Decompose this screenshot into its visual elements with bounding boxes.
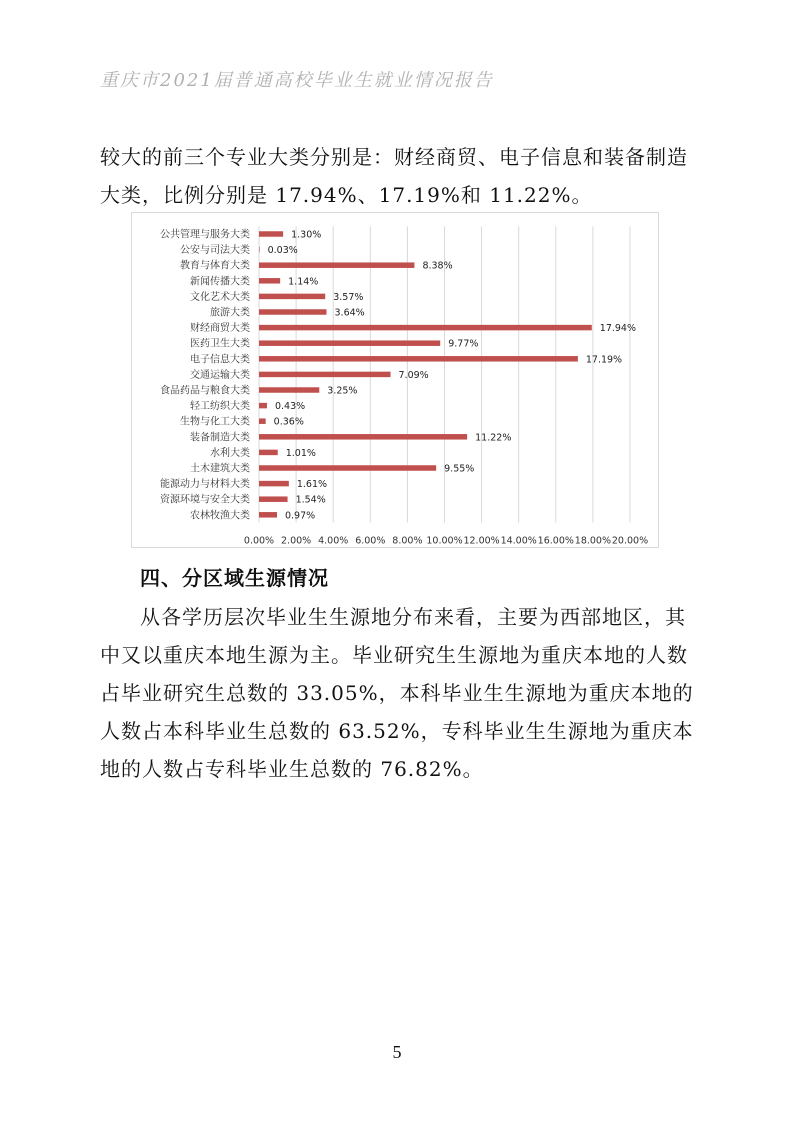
bar (259, 387, 319, 393)
value-label: 7.09% (398, 369, 429, 381)
bar (259, 231, 283, 237)
category-label: 医药卫生大类 (190, 338, 250, 350)
body-paragraph: 从各学历层次毕业生生源地分布来看，主要为西部地区，其中又以重庆本地生源为主。毕业研究生生源地为重庆本地的人数占毕业研究生总数的 33.05%，本科毕业生生源地为重庆本地的人数占本科毕业生总数的 63.52%，专科毕业生生源地为重庆本地的人数占专科毕业生总数的 76.82%。 (100, 605, 694, 781)
bar (259, 247, 260, 253)
value-label: 3.64% (334, 307, 365, 319)
value-label: 0.03% (267, 245, 298, 257)
category-label: 电子信息大类 (190, 354, 250, 366)
category-label: 新闻传播大类 (190, 276, 250, 288)
category-label: 生物与化工大类 (180, 416, 250, 428)
value-label: 3.57% (333, 291, 364, 303)
bar (259, 496, 288, 502)
x-tick-label: 20.00% (611, 535, 649, 547)
value-label: 1.14% (288, 276, 319, 288)
bar (259, 481, 289, 487)
bar (259, 372, 391, 378)
major-distribution-chart (131, 212, 659, 548)
category-label: 教育与体育大类 (180, 260, 250, 272)
x-tick-label: 6.00% (355, 535, 386, 547)
bar (259, 450, 278, 456)
category-label: 交通运输大类 (190, 369, 250, 381)
x-tick-label: 12.00% (463, 535, 500, 547)
category-label: 公共管理与服务大类 (160, 229, 250, 241)
bar-chart-svg (132, 213, 658, 547)
value-label: 8.38% (422, 260, 453, 272)
value-label: 1.54% (295, 494, 326, 506)
value-label: 17.19% (585, 354, 623, 366)
value-label: 1.01% (285, 447, 316, 459)
bar (259, 262, 414, 268)
x-tick-label: 16.00% (537, 535, 574, 547)
bar (259, 278, 280, 284)
page-number: 5 (392, 1042, 402, 1062)
category-label: 农林牧渔大类 (190, 510, 250, 522)
bar (259, 418, 266, 424)
category-label: 装备制造大类 (190, 432, 250, 444)
value-label: 17.94% (599, 323, 637, 335)
x-tick-label: 2.00% (281, 535, 312, 547)
value-label: 1.30% (291, 229, 322, 241)
x-tick-label: 18.00% (574, 535, 612, 547)
category-label: 食品药品与粮食大类 (160, 385, 250, 397)
category-label: 财经商贸大类 (190, 323, 250, 335)
category-label: 能源动力与材料大类 (160, 479, 250, 491)
category-label: 轻工纺织大类 (190, 401, 250, 413)
bar (259, 403, 267, 409)
intro-paragraph: 较大的前三个专业大类分别是：财经商贸、电子信息和装备制造大类，比例分别是 17.94%、17.19%和 11.22%。 (100, 145, 688, 207)
bar (259, 434, 467, 440)
bar (259, 340, 440, 346)
value-label: 3.25% (327, 385, 358, 397)
category-label: 水利大类 (210, 447, 250, 459)
value-label: 0.97% (284, 510, 316, 522)
running-header: 重庆市2021届普通高校毕业生就业情况报告 (100, 70, 494, 91)
category-label: 土木建筑大类 (190, 463, 250, 475)
bar (259, 512, 277, 518)
x-tick-label: 14.00% (500, 535, 537, 547)
value-label: 9.77% (448, 338, 479, 350)
category-label: 旅游大类 (210, 307, 250, 319)
value-label: 0.43% (274, 401, 306, 413)
category-label: 公安与司法大类 (180, 245, 250, 257)
category-label: 资源环境与安全大类 (160, 494, 250, 506)
bar (259, 294, 325, 300)
x-tick-label: 0.00% (243, 535, 275, 547)
category-label: 文化艺术大类 (190, 291, 250, 303)
value-label: 11.22% (475, 432, 512, 444)
section-heading: 四、分区域生源情况 (140, 566, 329, 590)
bar (259, 356, 578, 362)
x-tick-label: 10.00% (426, 535, 463, 547)
bar (259, 465, 436, 471)
value-label: 1.61% (296, 479, 328, 491)
x-tick-label: 4.00% (318, 535, 349, 547)
bar (259, 309, 327, 315)
value-label: 0.36% (273, 416, 304, 428)
x-tick-label: 8.00% (392, 535, 423, 547)
bar (259, 325, 592, 331)
value-label: 9.55% (444, 463, 475, 475)
